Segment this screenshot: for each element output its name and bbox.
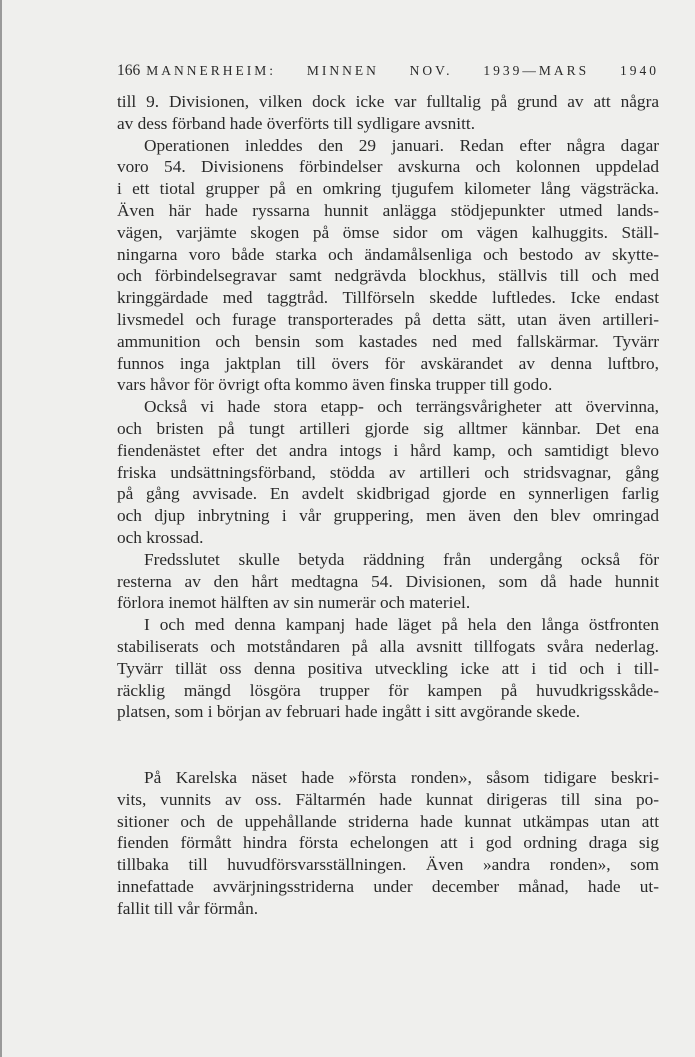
text-line: räcklig mängd lösgöra trupper för kampen på huvudkrigsskåde- — [117, 680, 659, 700]
text-line: Även här hade ryssarna hunnit anlägga stödjepunkter utmed lands- — [117, 200, 659, 220]
text-line: ammunition och bensin som kastades ned med fallskärmar. Tyvärr — [117, 331, 659, 351]
paragraph — [117, 767, 659, 920]
paragraph — [117, 549, 659, 614]
text-line: Operationen inleddes den 29 januari. Redan efter några dagar — [144, 135, 659, 155]
text-line: innefattade avvärjningsstriderna under december månad, hade ut- — [117, 876, 659, 896]
text-line: funnos inga jaktplan till övers för avskärandet av denna luftbro, — [117, 353, 659, 373]
text-line: Också vi hade stora etapp- och terrängsvårigheter att övervinna, — [144, 397, 659, 417]
text-line: tillbaka till huvudförsvarsställningen. Även »andra ronden», som — [117, 855, 659, 875]
text-line: kringgärdade med taggtråd. Tillförseln skedde luftledes. Icke endast — [117, 288, 659, 308]
text-line: livsmedel och furage transporterades på detta sätt, utan även artilleri- — [117, 309, 659, 329]
text-line: resterna av den hårt medtagna 54. Divisionen, som då hade hunnit — [117, 571, 659, 591]
text-line: och djup inbrytning i vår gruppering, men även den blev omringad — [117, 506, 659, 526]
text-line: fiendenästet efter det andra intogs i hård kamp, och samtidigt blevo — [117, 440, 659, 460]
text-line: vits, vunnits av oss. Fältarmén hade kunnat dirigeras till sina po- — [117, 789, 659, 809]
text-line: vars håvor för övrigt ofta kommo även finska trupper till godo. — [117, 375, 553, 395]
text-line: och krossad. — [117, 527, 204, 547]
text-line: till 9. Divisionen, vilken dock icke var fulltalig på grund av att några — [117, 92, 659, 111]
running-header — [117, 62, 659, 80]
paragraph — [117, 135, 659, 397]
paragraph — [117, 396, 659, 549]
paragraph — [117, 614, 659, 723]
page-number: 166 — [117, 62, 141, 79]
text-line: På Karelska näset hade »första ronden», såsom tidigare beskri- — [144, 768, 659, 787]
text-line: förlora inemot hälften av sin numerär och materiel. — [117, 593, 471, 613]
text-line: I och med denna kampanj hade läget på hela den långa östfronten — [144, 615, 659, 635]
text-line: ningarna voro både starka och ändamålsenliga och bestodo av skytte- — [117, 244, 659, 264]
text-line: sitioner och de uppehållande striderna hade kunnat utkämpas utan att — [117, 811, 659, 831]
text-line: och förbindelsegravar samt nedgrävda blockhus, ställvis till och med — [117, 266, 659, 286]
page-edge — [0, 0, 2, 1057]
text-line: platsen, som i början av februari hade ingått i sitt avgörande skede. — [117, 702, 581, 722]
text-line: stabiliserats och motståndaren på alla avsnitt tillfogats svåra nederlag. — [117, 636, 659, 656]
text-line: fienden förmått hindra första echelongen att i god ordning draga sig — [117, 833, 659, 853]
body-section-1 — [117, 91, 659, 723]
text-line: friska undsättningsförband, stödda av artilleri och stridsvagnar, gång — [117, 462, 659, 482]
body-section-2 — [117, 767, 659, 920]
text-line: av dess förband hade överförts till sydligare avsnitt. — [117, 113, 476, 133]
text-line: vägen, varjämte skogen på ömse sidor om vägen kalhuggits. Ställ- — [117, 222, 659, 242]
text-line: och bristen på tungt artilleri gjorde sig alltmer kännbar. Det ena — [117, 418, 659, 438]
text-line: voro 54. Divisionens förbindelser avskurna och kolonnen uppdelad — [117, 157, 659, 177]
text-line: på gång avvisade. En avdelt skidbrigad gjorde en synnerligen farlig — [117, 484, 659, 504]
paragraph — [117, 91, 659, 135]
text-line: i ett tiotal grupper på en omkring tjugufem kilometer lång vägsträcka. — [117, 179, 659, 199]
text-line: Tyvärr tillät oss denna positiva utveckling icke att i tid och i till- — [117, 658, 659, 678]
text-line: Fredsslutet skulle betyda räddning från undergång också för — [144, 549, 659, 569]
text-line: fallit till vår förmån. — [117, 898, 259, 918]
running-title: MANNERHEIM: MINNEN NOV. 1939—MARS 1940 — [146, 63, 659, 78]
